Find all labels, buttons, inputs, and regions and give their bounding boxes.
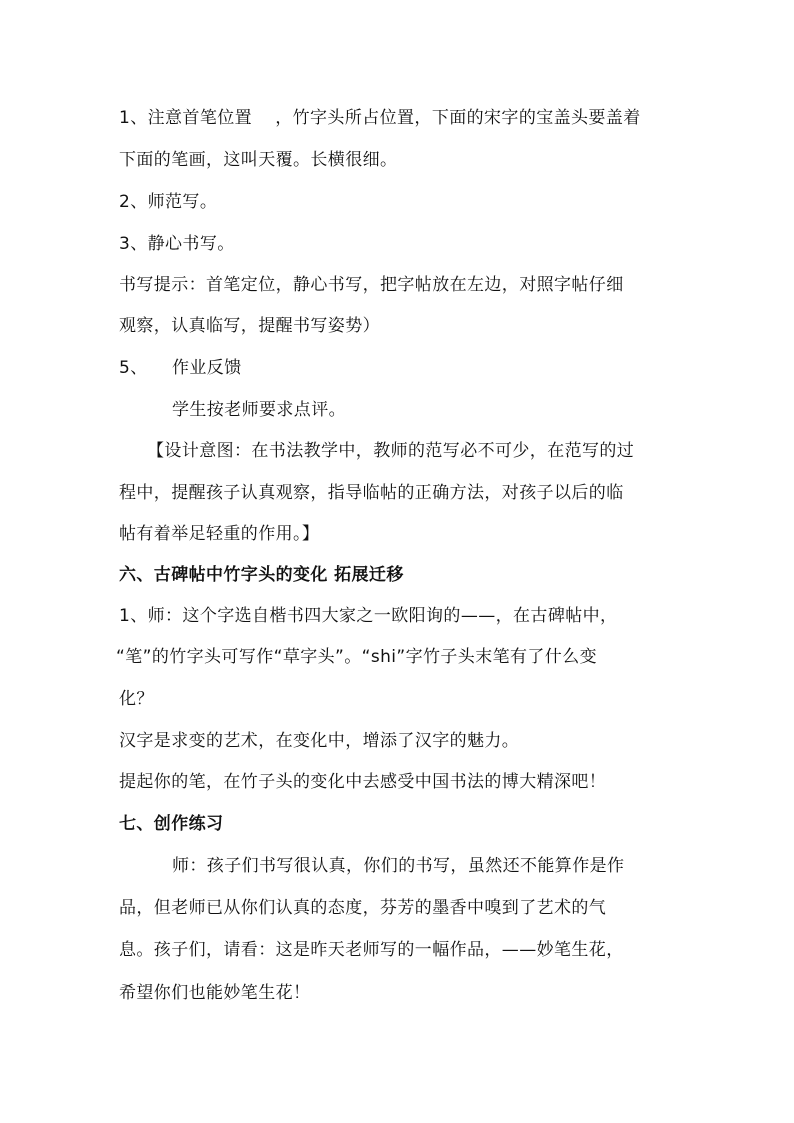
step-1-line-2: 下面的笔画，这叫天覆。长横很细。: [119, 150, 398, 170]
section-six-line-2: “笔”的竹字头可写作“草字头”。“shi”字竹子头末笔有了什么变: [116, 647, 597, 667]
section-seven-line-2: 品，但老师已从你们认真的态度，芬芳的墨香中嗅到了艺术的气: [119, 898, 607, 918]
student-evaluation-line: 学生按老师要求点评。: [172, 400, 346, 420]
section-seven-line-4: 希望你们也能妙笔生花！: [119, 983, 311, 1003]
step-5-title: 作业反馈: [172, 358, 242, 378]
section-six-line-1: 1、师：这个字选自楷书四大家之一欧阳询的——，在古碑帖中，: [119, 606, 618, 626]
section-six-line-4: 汉字是求变的艺术，在变化中，增添了汉字的魅力。: [119, 731, 520, 751]
section-six-line-5: 提起你的笔，在竹子头的变化中去感受中国书法的博大精深吧！: [119, 772, 607, 792]
section-seven-heading: 七、创作练习: [119, 814, 224, 834]
section-seven-line-1: 师：孩子们书写很认真，你们的书写，虽然还不能算作是作: [172, 856, 625, 876]
design-intent-line-2: 程中，提醒孩子认真观察，指导临帖的正确方法，对孩子以后的临: [119, 483, 624, 503]
step-5-number: 5、: [119, 358, 148, 378]
section-seven-line-3: 息。孩子们，请看：这是昨天老师写的一幅作品，——妙笔生花，: [119, 940, 624, 960]
writing-tip-line-1: 书写提示：首笔定位，静心书写，把字帖放在左边，对照字帖仔细: [119, 275, 624, 295]
step-1-line-1: 1、注意首笔位置 ，竹字头所占位置，下面的宋字的宝盖头要盖着: [119, 108, 641, 128]
writing-tip-line-2: 观察，认真临写，提醒书写姿势）: [119, 316, 380, 336]
design-intent-line-3: 帖有着举足轻重的作用。】: [119, 524, 320, 544]
step-3-line: 3、静心书写。: [119, 234, 235, 254]
section-six-line-3: 化？: [119, 689, 154, 709]
design-intent-line-1: 【设计意图：在书法教学中，教师的范写必不可少，在范写的过: [147, 441, 635, 461]
section-six-heading: 六、古碑帖中竹字头的变化 拓展迁移: [119, 565, 404, 585]
step-2-line: 2、师范写。: [119, 192, 218, 212]
